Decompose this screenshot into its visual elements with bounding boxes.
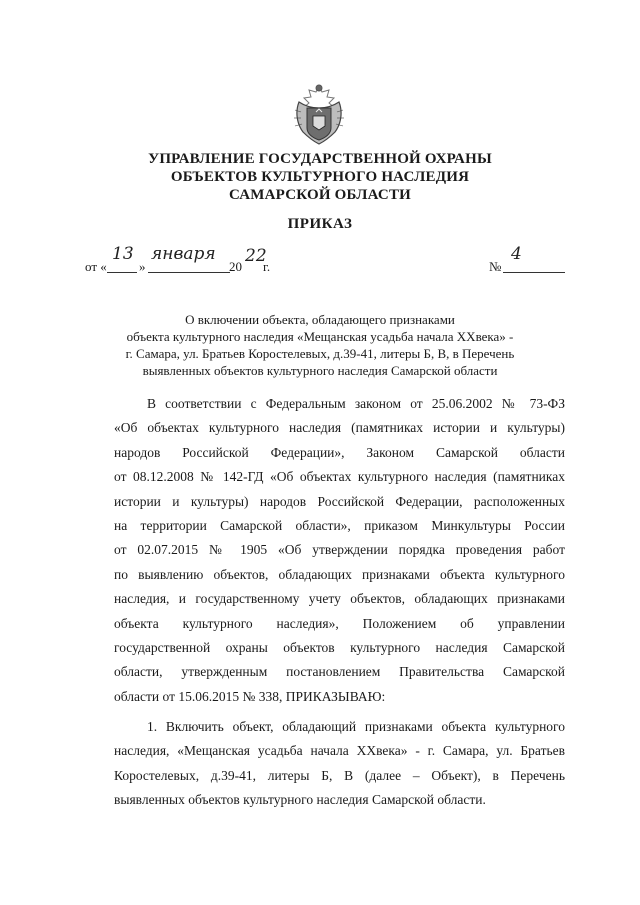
preamble-line: истории и культуры) народов Российской Федерации, расположенных xyxy=(114,493,565,509)
item-line: наследия, «Мещанская усадьба начала XXвека» - г. Самара, ул. Братьев xyxy=(114,743,565,759)
preamble-line: от 02.07.2015 № 1905 «Об утверждении порядка проведения работ xyxy=(114,542,565,558)
date-year-end: г. xyxy=(263,259,271,274)
date-quote-close: » xyxy=(139,259,146,274)
agency-name xyxy=(100,150,540,204)
document-number: 4 xyxy=(511,244,522,264)
order-body xyxy=(114,392,565,813)
subject-line: г. Самара, ул. Братьев Коростелевых, д.39-41, литеры Б, В, в Перечень xyxy=(125,346,515,361)
preamble-line: области от 15.06.2015 № 338, ПРИКАЗЫВАЮ: xyxy=(114,688,386,704)
preamble-line: В соответствии с Федеральным законом от 25.06.2002 № 73-ФЗ xyxy=(147,396,565,411)
date-year-suffix: 22 xyxy=(245,246,267,266)
order-subject xyxy=(100,311,540,379)
coat-of-arms-emblem xyxy=(289,82,349,148)
item-line: выявленных объектов культурного наследия Самарской области. xyxy=(114,792,486,808)
date-day: 13 xyxy=(112,244,134,264)
preamble-line: народов Российской Федерации», Законом Самарской области xyxy=(114,444,565,460)
day-underline xyxy=(107,272,137,273)
date-prefix: от « xyxy=(85,259,107,274)
preamble-line: государственной охраны объектов культурного наследия Самарской xyxy=(114,639,565,655)
date-number-line xyxy=(85,244,565,276)
preamble-line: области, утвержденным постановлением Правительства Самарской xyxy=(114,664,565,680)
subject-line: объекта культурного наследия «Мещанская усадьба начала XXвека» - xyxy=(126,329,514,344)
preamble-line: «Об объектах культурного наследия (памятниках истории и культуры) xyxy=(114,420,565,436)
number-underline xyxy=(503,272,565,273)
item-line: Коростелевых, д.39-41, литеры Б, В (далее – Объект), в Перечень xyxy=(114,767,565,783)
preamble-line: объекта культурного наследия», Положением об управлении xyxy=(114,615,565,631)
preamble-line: наследия, и государственному учету объектов, обладающих признаками xyxy=(114,591,565,607)
date-year-prefix: 20 xyxy=(229,259,242,274)
preamble-line: по выявлению объектов, обладающих признаками объекта культурного xyxy=(114,566,565,582)
month-underline xyxy=(148,272,230,273)
subject-line: выявленных объектов культурного наследия Самарской области xyxy=(142,363,498,378)
preamble-line: от 08.12.2008 № 142-ГД «Об объектах культурного наследия (памятниках xyxy=(114,469,565,485)
number-label: № xyxy=(489,259,502,274)
item-line: 1. Включить объект, обладающий признаками объекта культурного xyxy=(147,719,565,735)
document-type: ПРИКАЗ xyxy=(287,216,353,232)
date-month: января xyxy=(151,244,216,264)
subject-line: О включении объекта, обладающего признаками xyxy=(185,312,455,327)
preamble-line: на территории Самарской области», приказом Минкультуры России xyxy=(114,517,565,533)
agency-line: САМАРСКОЙ ОБЛАСТИ xyxy=(228,187,412,203)
agency-line: ОБЪЕКТОВ КУЛЬТУРНОГО НАСЛЕДИЯ xyxy=(170,169,470,185)
agency-line: УПРАВЛЕНИЕ ГОСУДАРСТВЕННОЙ ОХРАНЫ xyxy=(148,151,492,167)
